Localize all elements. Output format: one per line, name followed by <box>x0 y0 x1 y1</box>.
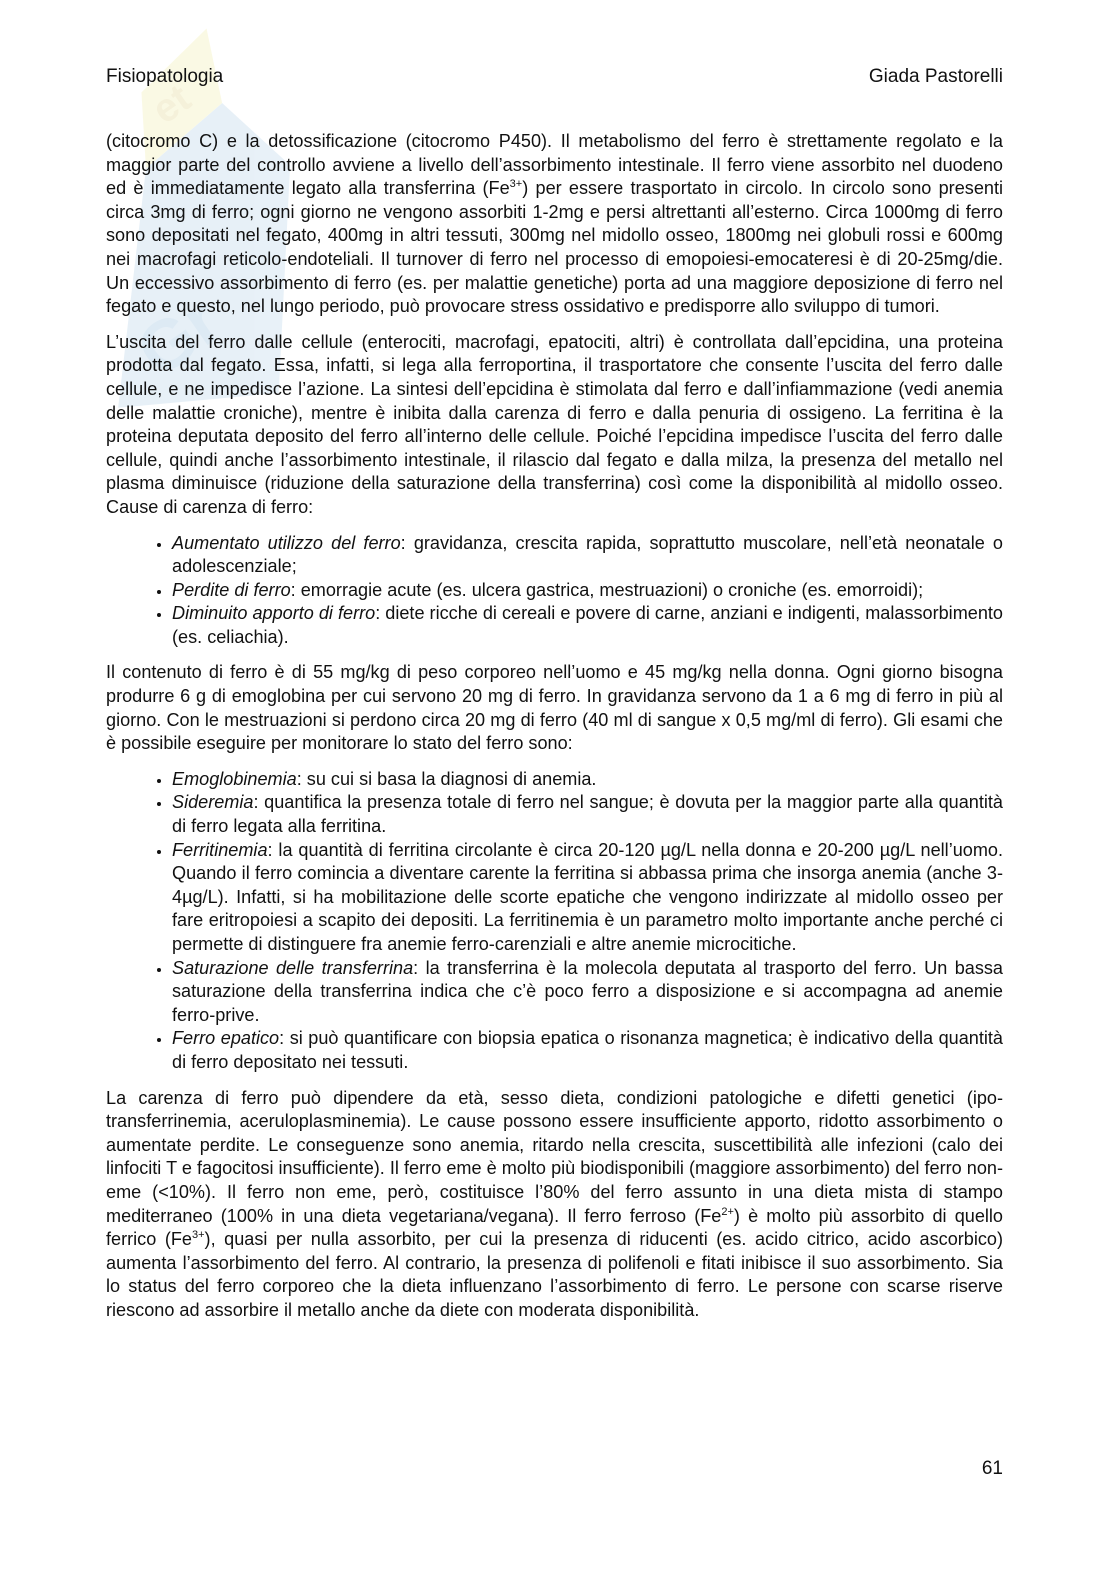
list-item: • Aumentato utilizzo del ferro: gravidanza, crescita rapida, soprattutto muscolare, nell’età neonatale o adolescenziale; <box>172 532 1003 579</box>
header-course-title: Fisiopatologia <box>106 66 224 87</box>
page-header <box>106 66 1003 88</box>
exams-list <box>106 768 1003 1075</box>
superscript-fe2: 2+ <box>721 1205 734 1218</box>
header-author: Giada Pastorelli <box>868 66 1003 87</box>
paragraph-iron-deficiency: La carenza di ferro può dipendere da età, sesso dieta, condizioni patologiche e difetti genetici (ipo-transferrinemia, aceruloplasminemia). Le cause possono essere insufficiente apporto, ridotto assorbimento o aumentate perdite. Le conseguenze sono anemia, ritardo nella crescita, suscettibilità alle infezioni (calo dei linfociti T e fagocitosi insufficiente). Il ferro eme è molto più biodisponibili (maggiore assorbimento) del ferro non-eme (<10%). Il ferro non eme, però, costituisce l’80% del ferro assunto in una dieta mista di stampo mediterraneo (100% in una dieta vegetariana/vegana). Il ferro ferroso $(Fe^{2+})$ è molto più assorbito di quello ferrico $(Fe^{3+})$, quasi per nulla assorbito, per cui la presenza di riducenti (es. acido citrico, acido ascorbico) aumenta l’assorbimento del ferro. Al contrario, la presenza di polifenoli e fitati inibisce il suo assorbimento. Sia lo status del ferro corporeo che la dieta influenzano l’assorbimento di ferro. Le persone con scarse riserve riescono ad assorbire il metallo anche da diete con moderata disponibilità. <box>106 1087 1003 1320</box>
svg-text:et: et <box>144 76 199 133</box>
page-body <box>106 130 1003 1335</box>
superscript-fe3: 3+ <box>192 1229 205 1242</box>
list-item: • Sideremia: quantifica la presenza totale di ferro nel sangue; è dovuta per la maggior parte alla quantità di ferro legata alla ferritina. <box>172 791 1003 838</box>
paragraph-iron-content: Il contenuto di ferro è di 55 mg/kg di peso corporeo nell’uomo e 45 mg/kg nella donna. Ogni giorno bisogna produrre 6 g di emoglobina per cui servono 20 mg di ferro. In gravidanza servono da 1 a 6 mg di ferro in più al giorno. Con le mestruazioni si perdono circa 20 mg di ferro (40 ml di sangue x 0,5 mg/ml di ferro). Gli esami che è possibile eseguire per monitorare lo stato del ferro sono: <box>106 662 1003 754</box>
causes-list <box>106 532 1003 650</box>
page-number: 61 <box>981 1458 1003 1479</box>
list-item: • Saturazione delle transferrina: la transferrina è la molecola deputata al trasporto del ferro. Un bassa saturazione della transferrina indica che c’è poco ferro a disposizione e si accompagna ad anemie ferro-prive. <box>172 957 1003 1028</box>
list-item: • Ferro epatico: si può quantificare con biopsia epatica o risonanza magnetica; è indicativo della quantità di ferro depositato nei tessuti. <box>172 1027 1003 1074</box>
list-item: • Ferritinemia: la quantità di ferritina circolante è circa 20-120 µg/L nella donna e 20-200 µg/L nell’uomo. Quando il ferro comincia a diventare carente la ferritina si abbassa prima che insorga anemia (anche 3-4µg/L). Infatti, si ha mobilitazione delle scorte epatiche che vengono indirizzate al midollo osseo per fare eritropoiesi a scapito dei depositi. La ferritinemia è un parametro molto importante anche perché ci permette di distinguere fra anemie ferro-carenziali e altre anemie microcitiche. <box>172 839 1003 957</box>
svg-text:Gr: Gr <box>122 280 235 392</box>
list-item: • Diminuito apporto di ferro: diete ricche di cereali e povere di carne, anziani e indigenti, malassorbimento (es. celiachia). <box>172 602 1003 649</box>
paragraph-hepcidin: L’uscita del ferro dalle cellule (enterociti, macrofagi, epatociti, altri) è controllata dall’epcidina, una proteina prodotta dal fegato. Essa, infatti, si lega alla ferroportina, il trasportatore che consente l’uscita del ferro dalle cellule, e ne impedisce l’azione. La sintesi dell’epcidina è stimolata dal ferro e dall’infiammazione (vedi anemia delle malattie croniche), mentre è inibita dalla carenza di ferro e dalla penuria di ossigeno. La ferritina è la proteina deputata deposito del ferro all’interno delle cellule. Poiché l’epcidina impedisce l’uscita del ferro dalle cellule, quindi anche l’assorbimento intestinale, il rilascio dal fegato e dalla milza, la presenza del metallo nel plasma diminuisce (riduzione della saturazione della transferrina) così come la disponibilità al midollo osseo. Cause di carenza di ferro: <box>106 331 1003 517</box>
paragraph-iron-metabolism: (citocromo C) e la detossificazione (citocromo P450). Il metabolismo del ferro è strettamente regolato e la maggior parte del controllo avviene a livello dell’assorbimento intestinale. Il ferro viene assorbito nel duodeno ed è immediatamente legato alla transferrina $(Fe^{3+})$ per essere trasportato in circolo. In circolo sono presenti circa 3mg di ferro; ogni giorno ne vengono assorbiti 1-2mg e persi altrettanti all’esterno. Circa 1000mg di ferro sono depositati nel fegato, 400mg in altri tessuti, 300mg nel midollo osseo, 1800mg nei globuli rossi e 600mg nei macrofagi reticolo-endoteliali. Il turnover di ferro nel processo di emopoiesi-emocateresi è di 20-25mg/die. Un eccessivo assorbimento di ferro (es. per malattie genetiche) porta ad una maggiore deposizione di ferro nel fegato e questo, nel lungo periodo, può provocare stress ossidativo e predisporre allo sviluppo di tumori. <box>106 131 1003 317</box>
list-item: • Perdite di ferro: emorragie acute (es. ulcera gastrica, mestruazioni) o croniche (es. emorroidi); <box>172 579 1003 603</box>
list-item: • Emoglobinemia: su cui si basa la diagnosi di anemia. <box>172 768 1003 792</box>
superscript-fe3: 3+ <box>509 178 523 191</box>
